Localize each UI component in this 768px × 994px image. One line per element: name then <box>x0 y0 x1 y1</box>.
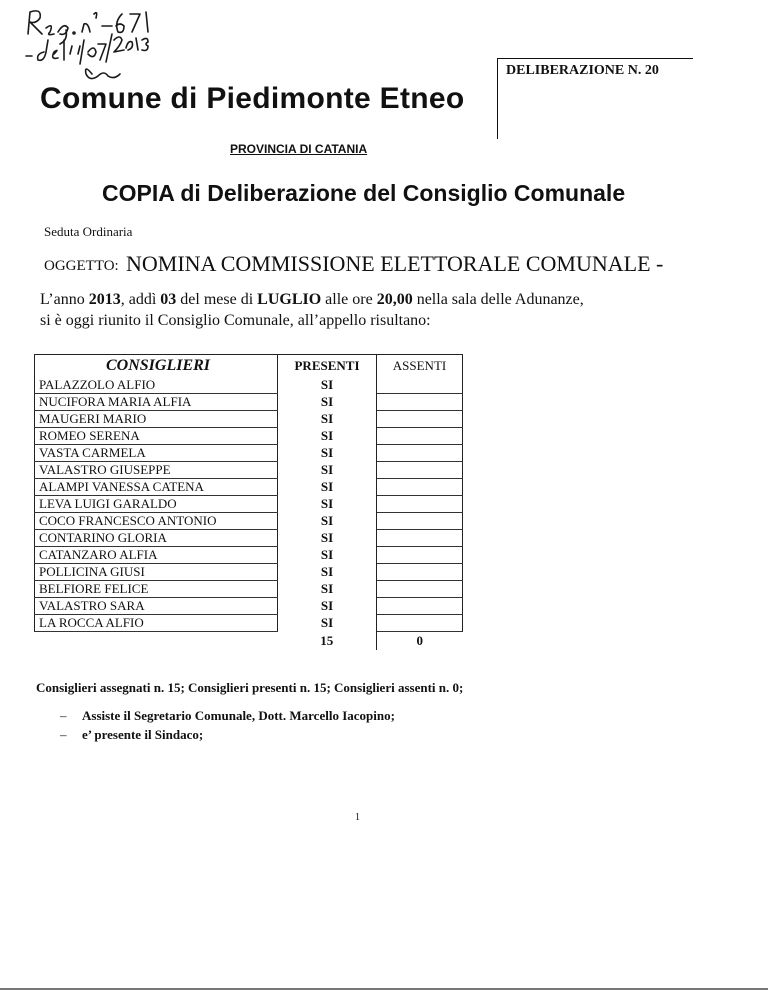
table-row <box>35 581 463 598</box>
present-value: SI <box>278 377 377 394</box>
absent-value <box>377 547 463 564</box>
absent-value <box>377 530 463 547</box>
present-value: SI <box>278 394 377 411</box>
present-value: SI <box>278 496 377 513</box>
present-value: SI <box>278 445 377 462</box>
councillor-name: PALAZZOLO ALFIO <box>35 377 278 394</box>
table-row <box>35 564 463 581</box>
present-value: SI <box>278 530 377 547</box>
attendance-header-row <box>35 355 463 378</box>
table-row <box>35 496 463 513</box>
document-title: COPIA di Deliberazione del Consiglio Comunale <box>102 180 626 206</box>
table-row <box>35 547 463 564</box>
total-present: 15 <box>278 632 377 651</box>
notes-list <box>60 708 395 746</box>
table-row <box>35 598 463 615</box>
session-intro-line2: si è oggi riunito il Consiglio Comunale, all’appello risultano: <box>40 312 431 329</box>
councillor-name: ALAMPI VANESSA CATENA <box>35 479 278 496</box>
note-segretario: – Assiste il Segretario Comunale, Dott. Marcello Iacopino; <box>60 708 395 723</box>
absent-value <box>377 513 463 530</box>
absent-value <box>377 377 463 394</box>
oggetto-label: OGGETTO: <box>44 258 119 274</box>
attendance-table <box>34 354 463 650</box>
table-row <box>35 462 463 479</box>
header-consiglieri: CONSIGLIERI <box>35 355 278 378</box>
session-year: 2013 <box>88 291 121 308</box>
total-absent: 0 <box>416 633 423 648</box>
absent-value <box>377 445 463 462</box>
deliberazione-number: DELIBERAZIONE N. 20 <box>506 63 659 78</box>
present-value: SI <box>278 411 377 428</box>
councillor-name: CATANZARO ALFIA <box>35 547 278 564</box>
absent-value <box>377 479 463 496</box>
provincia-label: PROVINCIA DI CATANIA <box>230 142 368 156</box>
session-month: LUGLIO <box>257 291 322 308</box>
header-presenti: PRESENTI <box>278 355 377 378</box>
councillor-name: BELFIORE FELICE <box>35 581 278 598</box>
note-sindaco: – e’ presente il Sindaco; <box>60 727 204 742</box>
absent-value <box>377 411 463 428</box>
councillor-name: VASTA CARMELA <box>35 445 278 462</box>
councillor-name: LA ROCCA ALFIO <box>35 615 278 632</box>
absent-value <box>377 496 463 513</box>
councillor-name: NUCIFORA MARIA ALFIA <box>35 394 278 411</box>
absent-value <box>377 428 463 445</box>
present-value: SI <box>278 564 377 581</box>
oggetto-text: NOMINA COMMISSIONE ELETTORALE COMUNALE - <box>126 251 664 276</box>
totals-row <box>35 632 463 651</box>
present-value: SI <box>278 547 377 564</box>
absent-value <box>377 394 463 411</box>
table-row <box>35 530 463 547</box>
councillor-name: MAUGERI MARIO <box>35 411 278 428</box>
present-value: SI <box>278 479 377 496</box>
present-value: SI <box>278 581 377 598</box>
table-row <box>35 615 463 632</box>
absent-value <box>377 462 463 479</box>
absent-value <box>377 615 463 632</box>
table-row <box>35 513 463 530</box>
table-row <box>35 428 463 445</box>
table-row <box>35 479 463 496</box>
absent-value <box>377 598 463 615</box>
comune-title: Comune di Piedimonte Etneo <box>40 82 465 115</box>
councillor-name: ROMEO SERENA <box>35 428 278 445</box>
councillor-name: POLLICINA GIUSI <box>35 564 278 581</box>
seduta-type: Seduta Ordinaria <box>44 224 133 239</box>
present-value: SI <box>278 428 377 445</box>
table-row <box>35 394 463 411</box>
page-number: 1 <box>355 812 360 823</box>
councillor-name: VALASTRO GIUSEPPE <box>35 462 278 479</box>
totals-spacer <box>35 632 278 651</box>
table-row <box>35 377 463 394</box>
session-hour: 20,00 <box>376 291 413 308</box>
councillor-name: COCO FRANCESCO ANTONIO <box>35 513 278 530</box>
session-intro: L’anno 2013, addì 03 del mese di LUGLIO alle ore 20,00 nella sala delle Adunanze, si è oggi riunito il Consiglio Comunale, all’appello risultano: <box>40 291 584 329</box>
attendance-summary: Consiglieri assegnati n. 15; Consiglieri presenti n. 15; Consiglieri assenti n. 0; <box>36 680 464 695</box>
handwritten-registration-note <box>24 4 194 86</box>
bottom-edge-line <box>0 988 768 990</box>
present-value: SI <box>278 615 377 632</box>
header-assenti: ASSENTI <box>377 355 463 378</box>
session-day: 03 <box>160 291 177 308</box>
present-value: SI <box>278 513 377 530</box>
councillor-name: LEVA LUIGI GARALDO <box>35 496 278 513</box>
councillor-name: CONTARINO GLORIA <box>35 530 278 547</box>
table-row <box>35 411 463 428</box>
absent-value <box>377 581 463 598</box>
present-value: SI <box>278 598 377 615</box>
present-value: SI <box>278 462 377 479</box>
councillor-name: VALASTRO SARA <box>35 598 278 615</box>
absent-value <box>377 564 463 581</box>
table-row <box>35 445 463 462</box>
